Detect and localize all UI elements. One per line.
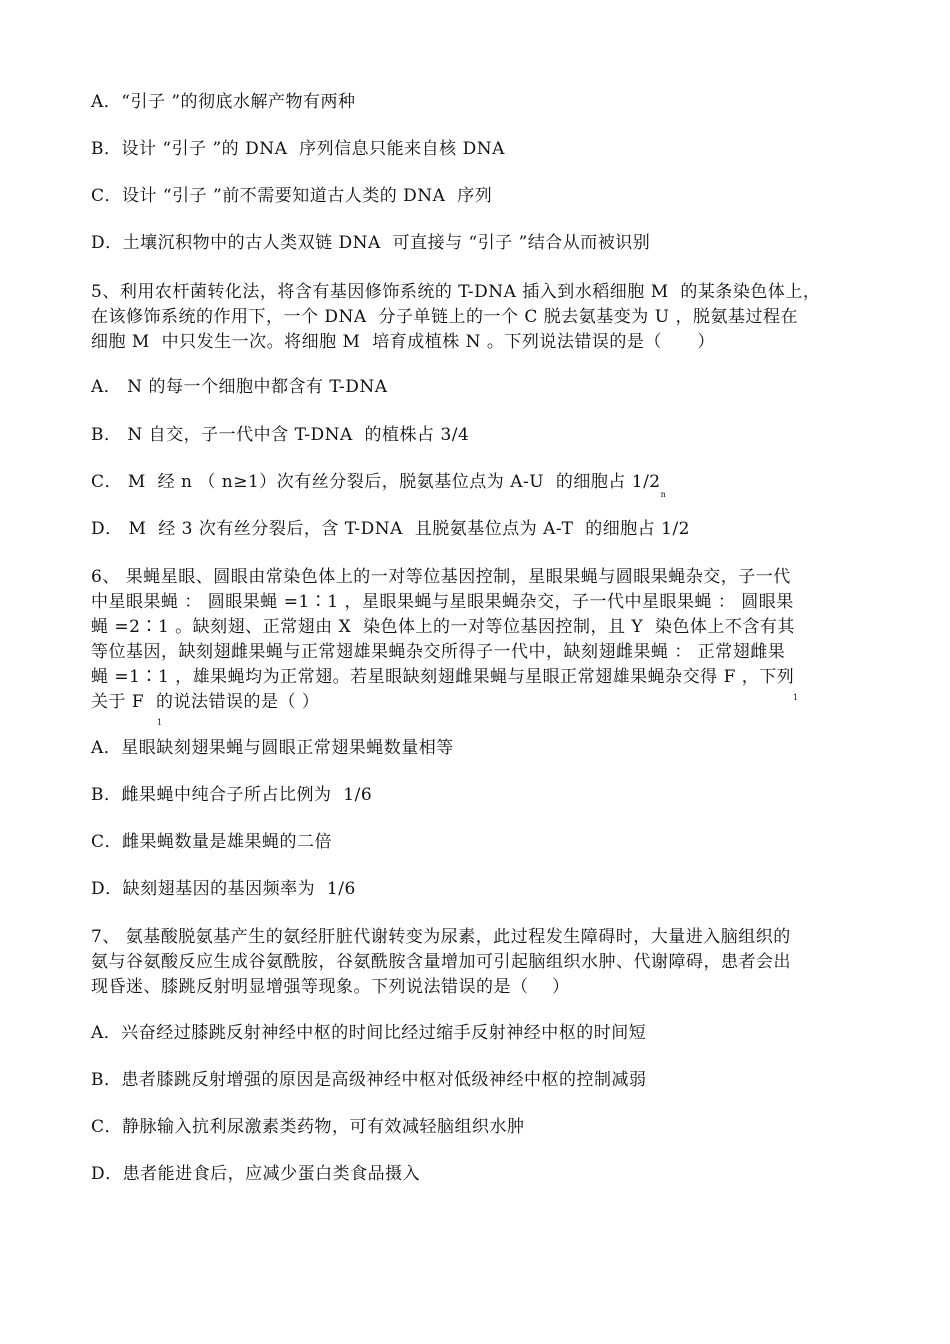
q6-stem-line-5-text: 蝇 =1∶1 ，雄果蝇均为正常翅。若星眼缺刻翅雌果蝇与星眼正常翅雄果蝇杂交得 F ，下列 [91,667,795,687]
q7-stem-line-1: 7、 氨基酸脱氨基产生的氨经肝脏代谢转变为尿素，此过程发生障碍时，大量进入脑组织的 [91,927,791,947]
q4-option-c: C．设计 “引子 ”前不需要知道古人类的 DNA 序列 [91,186,493,206]
q7-option-d: D．患者能进食后，应减少蛋白类食品摄入 [91,1164,421,1184]
q6-stem-line-4: 等位基因，缺刻翅雌果蝇与正常翅雄果蝇杂交所得子一代中，缺刻翅雌果蝇 ： 正常翅雌果 [91,642,786,662]
q5-stem-line-3: 细胞 M 中只发生一次。将细胞 M 培育成植株 N 。下列说法错误的是（ ） [91,332,715,352]
q5-stem-line-1: 5、利用农杆菌转化法，将含有基因修饰系统的 T-DNA 插入到水稻细胞 M 的某条染色体上， [91,282,821,302]
q6-stem-line-3: 蝇 =2∶1 。缺刻翅、正常翅由 X 染色体上的一对等位基因控制，且 Y 染色体上不含有其 [91,617,795,637]
q5-option-a: A． N 的每一个细胞中都含有 T-DNA [91,377,388,397]
q6-subscript-2: 1 [157,718,163,727]
q4-option-b: B．设计 “引子 ”的 DNA 序列信息只能来自核 DNA [91,139,505,159]
q4-option-a: A．“引子 ”的彻底水解产物有两种 [91,92,356,112]
q6-stem-line-1: 6、 果蝇星眼、圆眼由常染色体上的一对等位基因控制，星眼果蝇与圆眼果蝇杂交，子一代 [91,567,791,587]
q7-option-c: C．静脉输入抗利尿激素类药物，可有效减轻脑组织水肿 [91,1117,525,1137]
q6-option-d: D．缺刻翅基因的基因频率为 1/6 [91,879,356,899]
q6-option-b: B．雌果蝇中纯合子所占比例为 1/6 [91,785,373,805]
q5-option-c-text: C． M 经 n （ n≥1）次有丝分裂后，脱氨基位点为 A-U 的细胞占 1/2 [91,472,661,492]
q4-option-d: D．土壤沉积物中的古人类双链 DNA 可直接与 “引子 ”结合从而被识别 [91,233,651,253]
q7-stem-line-2: 氨与谷氨酸反应生成谷氨酰胺，谷氨酰胺含量增加可引起脑组织水肿、代谢障碍，患者会出 [91,952,791,972]
q6-stem-line-5 [91,666,794,689]
q5-option-b: B． N 自交，子一代中含 T-DNA 的植株占 3/4 [91,425,470,445]
q6-option-a: A．星眼缺刻翅果蝇与圆眼正常翅果蝇数量相等 [91,738,454,758]
q7-option-a: A．兴奋经过膝跳反射神经中枢的时间比经过缩手反射神经中枢的时间短 [91,1023,647,1043]
q5-option-c-superscript: n [660,490,667,499]
q7-stem-line-3: 现昏迷、膝跳反射明显增强等现象。下列说法错误的是（ ） [91,977,570,997]
q6-stem-line-6: 关于 F 的说法错误的是（ ） [91,692,320,712]
q6-stem-line-2: 中星眼果蝇 ： 圆眼果蝇 =1∶1 ，星眼果蝇与星眼果蝇杂交，子一代中星眼果蝇 ： 圆眼果 [91,592,794,612]
q5-option-d: D． M 经 3 次有丝分裂后，含 T-DNA 且脱氨基位点为 A-T 的细胞占 1/2 [91,519,690,539]
q7-option-b: B．患者膝跳反射增强的原因是高级神经中枢对低级神经中枢的控制减弱 [91,1070,647,1090]
q6-subscript-1: 1 [793,693,799,702]
q5-stem-line-2: 在该修饰系统的作用下，一个 DNA 分子单链上的一个 C 脱去氨基变为 U ，脱氨基过程在 [91,307,798,327]
q6-option-c: C．雌果蝇数量是雄果蝇的二倍 [91,832,333,852]
q5-option-c [91,471,667,499]
